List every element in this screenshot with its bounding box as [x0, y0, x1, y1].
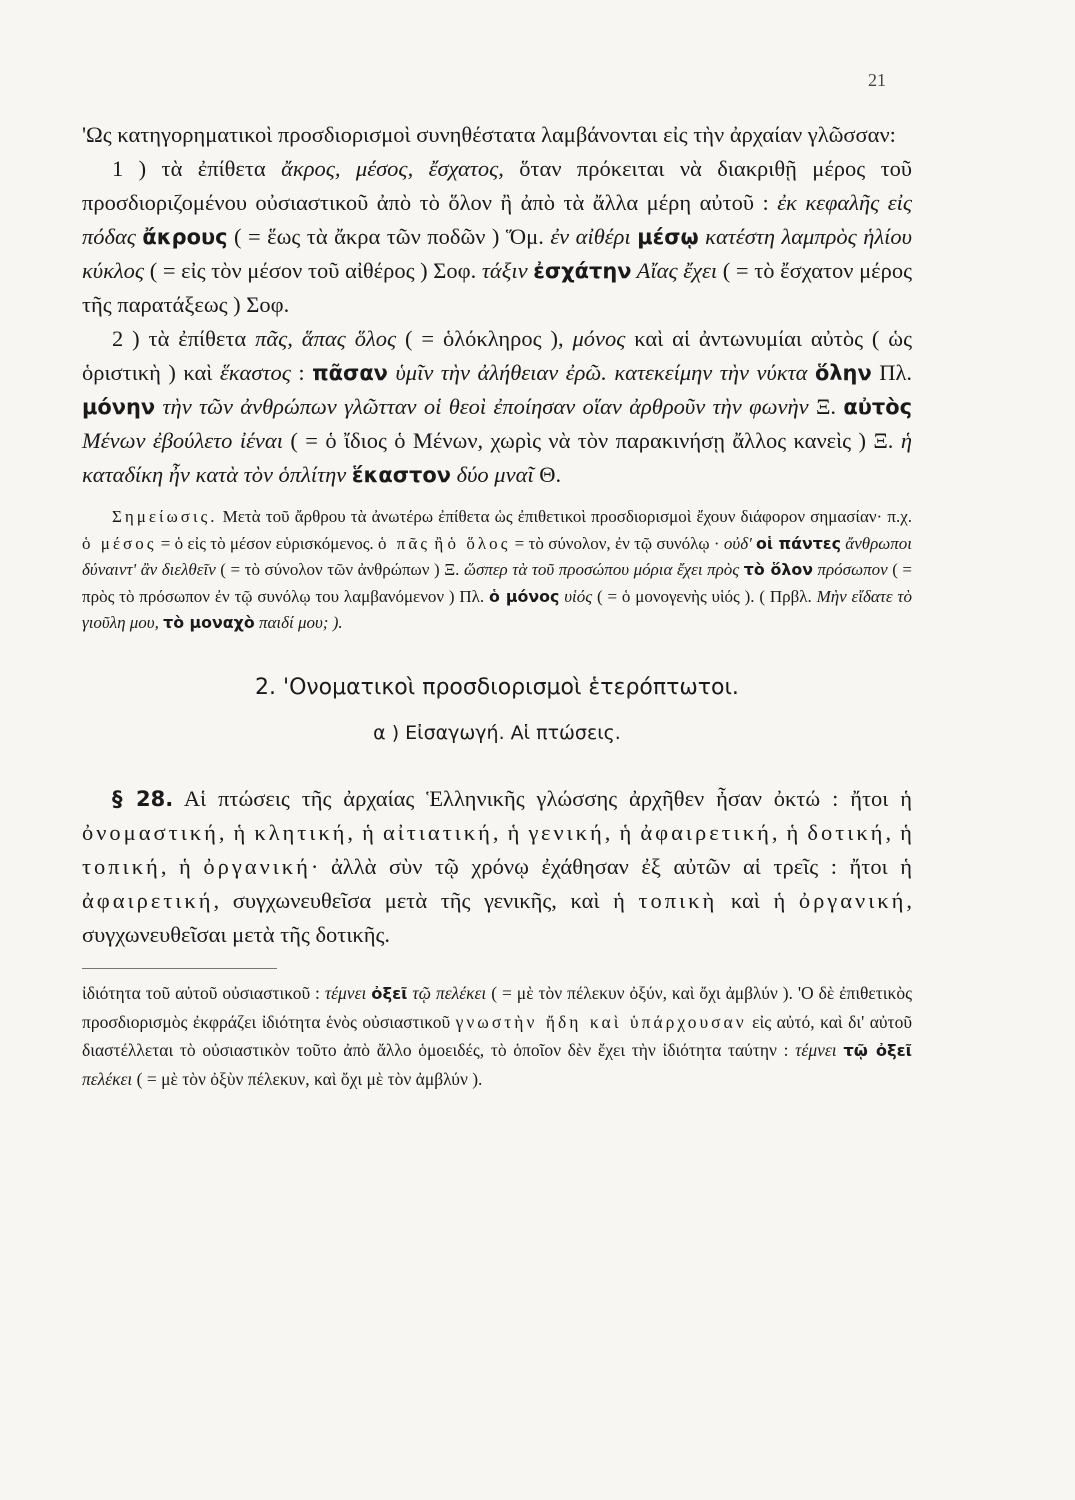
footnote-divider [82, 968, 277, 969]
italic-run: οὐδ' [723, 533, 757, 553]
bold-run: αὐτὸς [843, 395, 912, 419]
bold-run: μέσῳ [637, 225, 699, 249]
bold-run: ὀξεῖ [371, 983, 408, 1003]
text-run: ἢ [430, 533, 448, 553]
page-body [82, 118, 912, 1093]
text-run: Ξ. [808, 394, 844, 419]
bold-run: ἕκαστον [351, 463, 451, 487]
item-2-paragraph [82, 322, 912, 492]
spaced-run: δοτική [807, 819, 886, 845]
italic-run: τάξιν [481, 258, 534, 283]
text-run: , ἡ [160, 853, 204, 879]
text-run: 1 ) τὰ ἐπίθετα [112, 156, 282, 181]
spaced-run: γενική [528, 819, 605, 845]
text-run: , ἡ [771, 819, 808, 845]
italic-run: τῷ πελέκει [407, 982, 487, 1003]
text-run: ( = μὲ τὸν πέλεκυν ὀξύν, καὶ ὄχι ἀμβλύν ). 'Ο δὲ ἐπιθετικὸς προσδιορισμὸς ἐκφράζει ἰδιότητα ἑνὸς οὐσιαστικοῦ [82, 982, 913, 1032]
bold-run: ἐσχάτην [533, 259, 632, 283]
italic-run: τέμνει [324, 982, 372, 1003]
footnote-paragraph [82, 979, 912, 1093]
spaced-run: γνωστὴν ἤδη καὶ ὑπάρχουσαν [455, 1011, 747, 1032]
italic-run: υἱός [559, 586, 593, 606]
italic-run: ἡ καταδίκη ἦν κατὰ τὸν ὁπλίτην [82, 428, 912, 487]
spaced-run: ἀφαιρετική [82, 887, 214, 913]
spaced-run: αἰτιατική [382, 819, 493, 845]
text-run: ( = ἕως τὰ ἄκρα τῶν ποδῶν ) Ὅμ. [227, 224, 551, 249]
italic-run: δύο μναῖ [451, 462, 534, 487]
text-run: εἰς αὐτό, καὶ δι' αὐτοῦ διαστέλλεται τὸ οὐσιαστικὸν τοῦτο ἀπὸ ἄλλο ὁμοειδές, τὸ ὁποῖον δὲν ἔχει τὴν ἰδιότητα ταύτην : [82, 1011, 912, 1060]
bold-run: ὅλην [814, 361, 872, 385]
text-run: ( = πρὸς τὸ πρόσωπον ἐν τῷ συνόλῳ του λαμβανόμενον ) Πλ. [82, 560, 912, 606]
italic-run: ἄνθρωποι δύναιντ' ἂν διελθεῖν [82, 533, 912, 579]
text-run: Αἱ πτώσεις τῆς ἀρχαίας Ἑλληνικῆς γλώσσης ἀρχῆθεν ἦσαν ὀκτώ : ἤτοι ἡ [173, 785, 912, 811]
spaced-run: τοπικὴ [638, 887, 718, 913]
spaced-run: ὀνομαστική [82, 819, 219, 845]
bold-run: τὸ μοναχὸ [163, 613, 255, 632]
bold-run: μόνην [82, 395, 156, 419]
subsection-heading: α ) Εἰσαγωγή. Αἱ πτώσεις. [373, 721, 621, 744]
text-run: , ἡ [885, 819, 912, 845]
text-run: καὶ αἱ ἀντωνυμίαι αὐτὸς ( ὡς ὁριστικὴ ) καὶ [82, 326, 912, 385]
bold-run: ὁ μόνος [489, 586, 560, 606]
italic-run: πᾶς, ἅπας ὅλος [255, 326, 397, 351]
item-1-paragraph [82, 152, 912, 322]
section-28-paragraph [82, 782, 912, 952]
spaced-run: ὀργανική [203, 853, 311, 879]
italic-run: πρόσωπον [812, 560, 888, 579]
italic-run: παιδί μου; ). [254, 613, 343, 632]
text-run: ἰδιότητα τοῦ αὐτοῦ οὐσιαστικοῦ : [82, 982, 325, 1003]
text-run: Θ. [533, 462, 562, 487]
text-run: ( = εἰς τὸν μέσον τοῦ αἰθέρος ) Σοφ. [144, 258, 482, 283]
spaced-run: ὁ ὅλος [447, 533, 511, 553]
text-run: , ἡ [604, 819, 641, 845]
text-run: · ἀλλὰ σὺν τῷ χρόνῳ ἐχάθησαν ἐξ αὐτῶν αἱ τρεῖς : ἤτοι ἡ [310, 853, 912, 879]
text-run: , συγχωνευθεῖσαι μετὰ τῆς δοτικῆς. [82, 887, 912, 947]
italic-run: ἐν αἰθέρι [550, 224, 638, 249]
italic-run: πελέκει [82, 1068, 133, 1089]
bold-run: οἱ πάντες [756, 533, 841, 553]
italic-run: ὑμῖν τὴν ἀλήθειαν ἐρῶ. κατεκείμην τὴν νύκτα [387, 360, 815, 385]
spaced-run: κλητική [254, 819, 348, 845]
text-run: = τὸ σύνολον, ἐν τῷ συνόλῳ · [510, 533, 724, 553]
section-heading: 2. 'Ονοματικοὶ προσδιορισμοὶ ἑτερόπτωτοι. [255, 674, 739, 700]
spaced-run: ὀργανική [798, 887, 907, 913]
text-run: ( = τὸ ἔσχατον μέρος τῆς παρατάξεως ) Σοφ. [82, 258, 912, 317]
text-run: = ὁ εἰς τὸ μέσον εὑρισκόμενος. [156, 533, 378, 553]
italic-run: Αἴας ἔχει [631, 258, 718, 283]
section-number: § 28. [112, 786, 174, 811]
spaced-run: τοπική [82, 853, 161, 879]
text-run: ( = ὁλόκληρος ), [396, 326, 573, 351]
bold-run: τὸ ὅλον [743, 560, 813, 579]
text-run: ὅταν πρόκειται νὰ διακριθῇ μέρος τοῦ προσδιοριζομένου οὐσιαστικοῦ ἀπὸ τὸ ὅλον ἢ ἀπὸ τὰ ἄλλα μέρη αὐτοῦ : [82, 156, 912, 215]
text-run: Μετὰ τοῦ ἄρθρου τὰ ἀνωτέρω ἐπίθετα ὡς ἐπιθετικοὶ προσδιορισμοὶ ἔχουν διάφορον σημασίαν· π.χ. [217, 507, 912, 526]
text-run: Πλ. [871, 360, 912, 385]
text-run: 'Ως κατηγορηματικοὶ προσδιορισμοὶ συνηθέστατα λαμβάνονται εἰς τὴν ἀρχαίαν γλῶσσαν: [82, 122, 896, 147]
bold-run: ἄκρους [142, 225, 228, 249]
italic-run: τὴν τῶν ἀνθρώπων γλῶτταν οἱ θεοὶ ἐποίησαν οἵαν ἀρθροῦν τὴν φωνὴν [155, 394, 809, 419]
italic-run: Μένων ἐβούλετο ἰέναι [82, 428, 283, 453]
italic-run: ἕκαστος [219, 360, 291, 385]
text-run: : [290, 360, 313, 385]
text-run: , ἡ [218, 819, 255, 845]
page-number: 21 [868, 70, 886, 90]
italic-run: τέμνει [795, 1039, 844, 1060]
bold-run: τῷ ὀξεῖ [843, 1040, 912, 1060]
spaced-run: ἀφαιρετική [640, 819, 772, 845]
spaced-run: ὁ πᾶς [378, 533, 431, 553]
text-run: καὶ ἡ [717, 887, 799, 913]
italic-run: μόνος [572, 326, 626, 351]
text-run: ( = τὸ σύνολον τῶν ἀνθρώπων ) Ξ. [215, 560, 464, 579]
text-run: , ἡ [347, 819, 383, 845]
bold-run: πᾶσαν [312, 361, 388, 385]
text-run: ( = ὁ ἴδιος ὁ Μένων, χωρὶς νὰ τὸν παρακινήσῃ ἄλλος κανεὶς ) Ξ. [282, 428, 901, 453]
italic-run: ὥσπερ τὰ τοῦ προσώπου μόρια ἔχει πρὸς [463, 560, 744, 579]
note-paragraph [82, 504, 912, 637]
intro-paragraph [82, 118, 912, 152]
text-run: , ἡ [492, 819, 529, 845]
italic-run: Μὴν εἴδατε τὸ γιοῦλη μου, [82, 586, 912, 632]
text-run: 2 ) τὰ ἐπίθετα [112, 326, 256, 351]
text-run: , συγχωνευθεῖσα μετὰ τῆς γενικῆς, καὶ ἡ [213, 887, 639, 913]
spaced-run: Σημείωσις. [112, 507, 218, 526]
text-run: ( = μὲ τὸν ὀξὺν πέλεκυν, καὶ ὄχι μὲ τὸν ἀμβλύν ). [132, 1068, 483, 1089]
italic-run: ἄκρος, μέσος, ἔσχατος, [281, 156, 504, 181]
italic-run: ἐκ κεφαλῆς εἰς πόδας [82, 190, 912, 249]
text-run: ( = ὁ μονογενὴς υἱός ). ( Πρβλ. [592, 586, 817, 606]
spaced-run: ὁ μέσος [82, 533, 157, 553]
italic-run: κατέστη λαμπρὸς ἡλίου κύκλος [82, 224, 913, 283]
